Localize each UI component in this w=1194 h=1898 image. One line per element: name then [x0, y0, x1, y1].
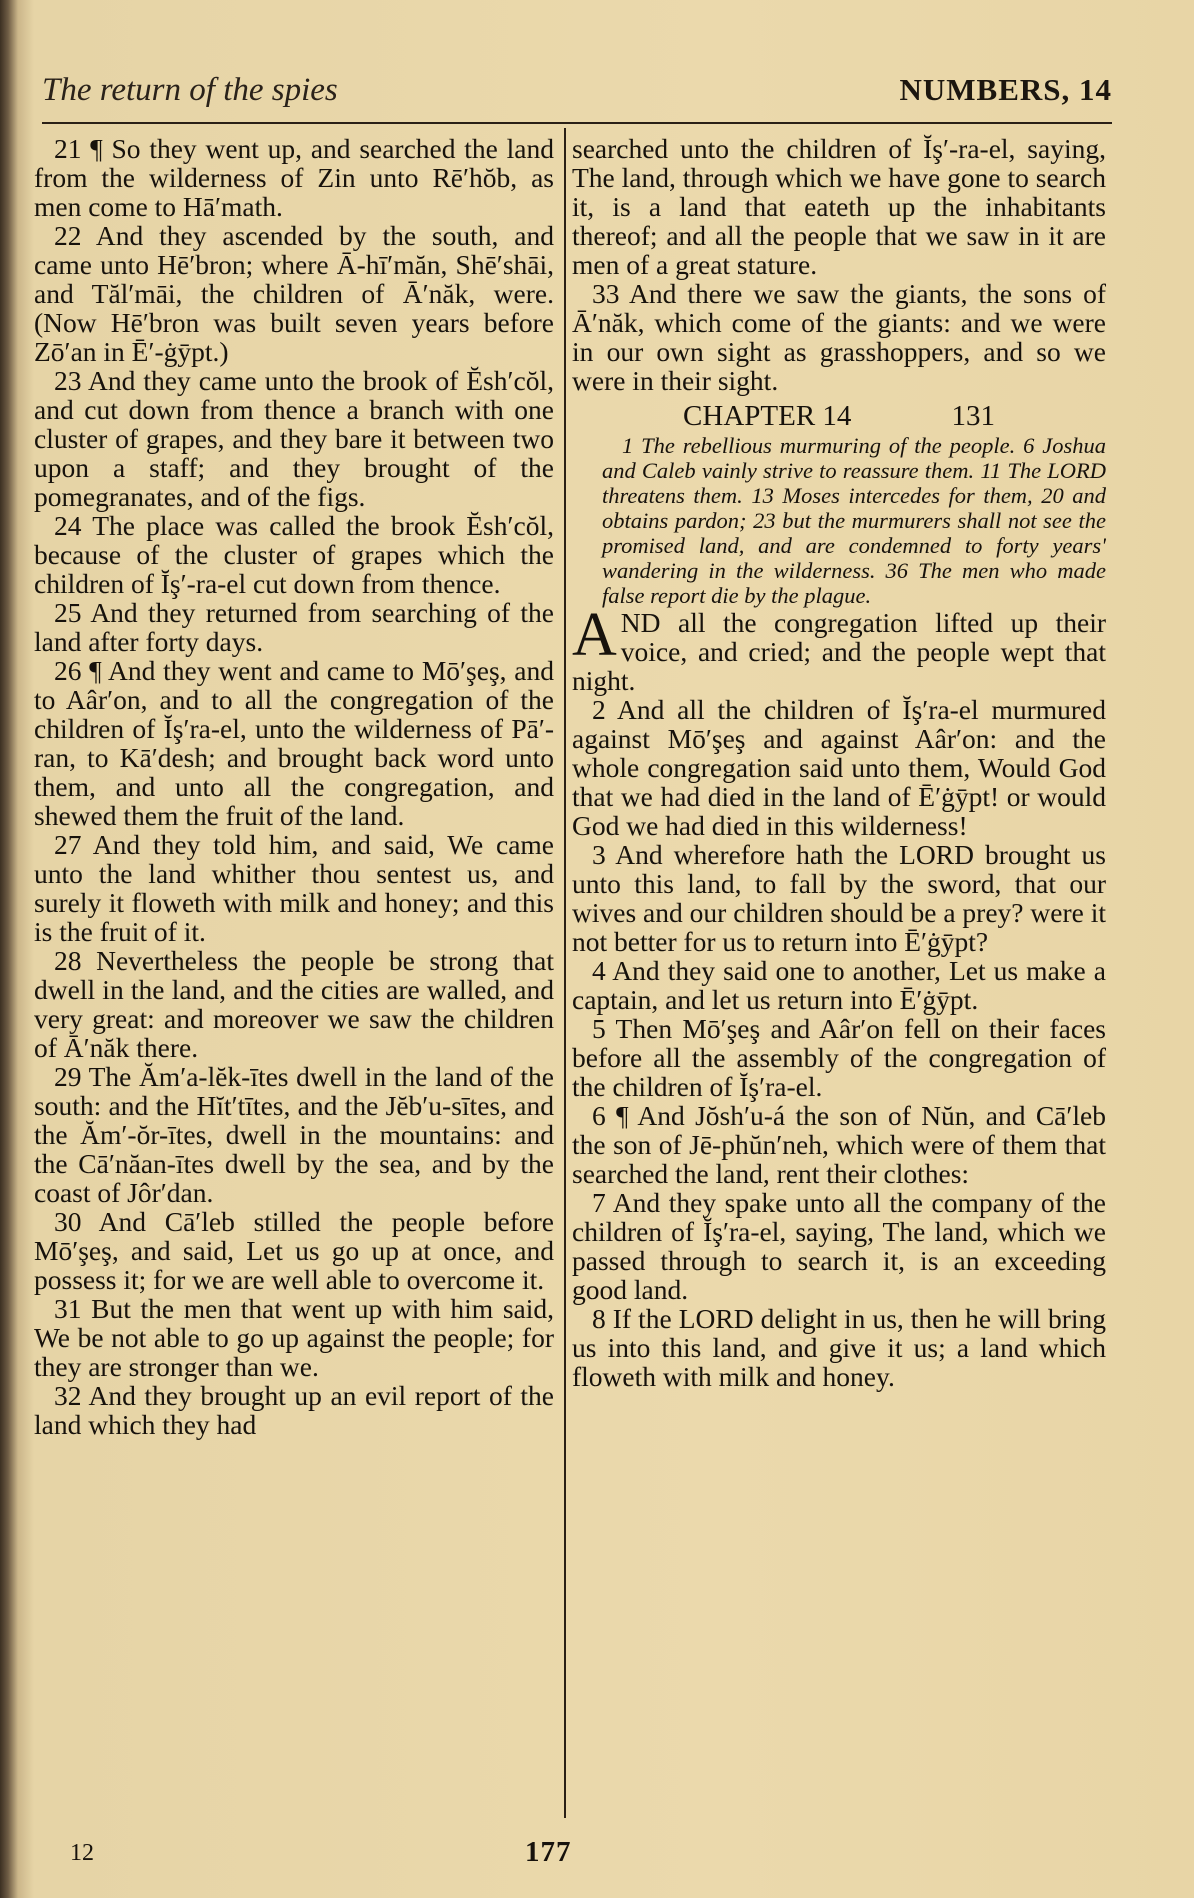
left-column — [34, 134, 554, 1824]
verse-5: 5 Then Mō′şeş and Aâr′on fell on their faces before all the assembly of the congregation of the children of Ĭş′ra-el. — [572, 1013, 1106, 1102]
verse-3: 3 And wherefore hath the LORD brought us unto this land, to fall by the sword, that our wives and our children should be a prey? were it not better for us to return into Ē′ġȳpt? — [572, 839, 1106, 957]
verse-2: 2 And all the children of Ĭş′ra-el murmured against Mō′şeş and against Aâr′on: and the whole congregation said unto them, Would God that we had died in the land of Ē′ġȳpt! or would God we had died in this wilderness! — [572, 694, 1106, 841]
verse-24: 24 The place was called the brook Ĕsh′cŏl, because of the cluster of grapes which the children of Ĭş′-ra-el cut down from thence. — [34, 510, 554, 599]
verse-33: 33 And there we saw the giants, the sons of Ā′năk, which come of the giants: and we were in our own sight as grasshoppers, and so we were in their sight. — [572, 278, 1106, 396]
column-divider — [564, 128, 566, 1818]
page-header — [42, 72, 1112, 122]
verse-1-text: ND all the congregation lifted up their voice, and cried; and the people wept that night. — [572, 607, 1106, 696]
header-rule — [42, 122, 1112, 124]
verse-21: 21 ¶ So they went up, and searched the land from the wilderness of Zin unto Rē′hŏb, as men come to Hā′math. — [34, 134, 554, 222]
chapter-summary: 1 The rebellious murmuring of the people. 6 Joshua and Caleb vainly strive to reassure them. 11 The LORD threatens them. 13 Moses intercedes for them, 20 and obtains pardon; 23 but the murmurers shall not see the promised land, and are condemned to forty years' wandering in the wilderness. 36 The men who made false report die by the plague. — [602, 433, 1106, 608]
page-number: 177 — [525, 1836, 572, 1868]
right-column — [572, 134, 1106, 1824]
verse-8: 8 If the LORD delight in us, then he will bring us into this land, and give it us; a land which floweth with milk and honey. — [572, 1303, 1106, 1392]
verse-4: 4 And they said one to another, Let us make a captain, and let us return into Ē′ġȳpt. — [572, 955, 1106, 1015]
verse-27: 27 And they told him, and said, We came unto the land whither thou sentest us, and surely it floweth with milk and honey; and this is the fruit of it. — [34, 829, 554, 947]
drop-cap: A — [572, 601, 617, 669]
verse-28: 28 Nevertheless the people be strong that dwell in the land, and the cities are walled, and very great: and moreover we saw the children of Ā′năk there. — [34, 945, 554, 1063]
verse-32: 32 And they brought up an evil report of the land which they had — [34, 1380, 554, 1440]
running-title: The return of the spies — [42, 72, 338, 108]
book-chapter-heading: NUMBERS, 14 — [899, 72, 1112, 107]
verse-7: 7 And they spake unto all the company of the children of Ĭş′ra-el, saying, The land, which we passed through to search it, is an exceeding good land. — [572, 1187, 1106, 1305]
verse-25: 25 And they returned from searching of the land after forty days. — [34, 597, 554, 657]
footer-left-number: 12 — [70, 1840, 94, 1866]
chapter-marginal-number: 131 — [951, 400, 995, 432]
verse-26: 26 ¶ And they went and came to Mō′şeş, and to Aâr′on, and to all the congregation of the children of Ĭş′ra-el, unto the wilderness of Pā′-ran, to Kā′desh; and brought back word unto them, and unto all the congregation, and shewed them the fruit of the land. — [34, 655, 554, 831]
verse-29: 29 The Ăm′a-lĕk-ītes dwell in the land of the south: and the Hĭt′tītes, and the Jĕb′u-sītes, and the Ăm′-ŏr-ītes, dwell in the mountains: and the Cā′năan-ītes dwell by the sea, and by the coast of Jôr′dan. — [34, 1061, 554, 1208]
page-footer — [0, 1836, 1194, 1880]
verse-6: 6 ¶ And Jŏsh′u-á the son of Nŭn, and Cā′leb the son of Jē-phŭn′neh, which were of them that searched the land, rent their clothes: — [572, 1100, 1106, 1189]
verse-23: 23 And they came unto the brook of Ĕsh′cŏl, and cut down from thence a branch with one cluster of grapes, and they bare it between two upon a staff; and they brought of the pomegranates, and of the figs. — [34, 365, 554, 512]
verse-1 — [572, 601, 1106, 696]
verse-32-continued: searched unto the children of Ĭş′-ra-el, saying, The land, through which we have gone to search it, is a land that eateth up the inhabitants thereof; and all the people that we saw in it are men of a great stature. — [572, 134, 1106, 280]
verse-22: 22 And they ascended by the south, and came unto Hē′bron; where Ā-hī′măn, Shē′shāi, and Tăl′māi, the children of Ā′năk, were. (Now Hē′bron was built seven years before Zō′an in Ē′-ġȳpt.) — [34, 220, 554, 367]
verse-31: 31 But the men that went up with him said, We be not able to go up against the people; for they are stronger than we. — [34, 1293, 554, 1382]
chapter-title: CHAPTER 14 — [683, 400, 852, 432]
verse-30: 30 And Cā′leb stilled the people before Mō′şeş, and said, Let us go up at once, and possess it; for we are well able to overcome it. — [34, 1206, 554, 1295]
chapter-heading — [572, 399, 1106, 433]
